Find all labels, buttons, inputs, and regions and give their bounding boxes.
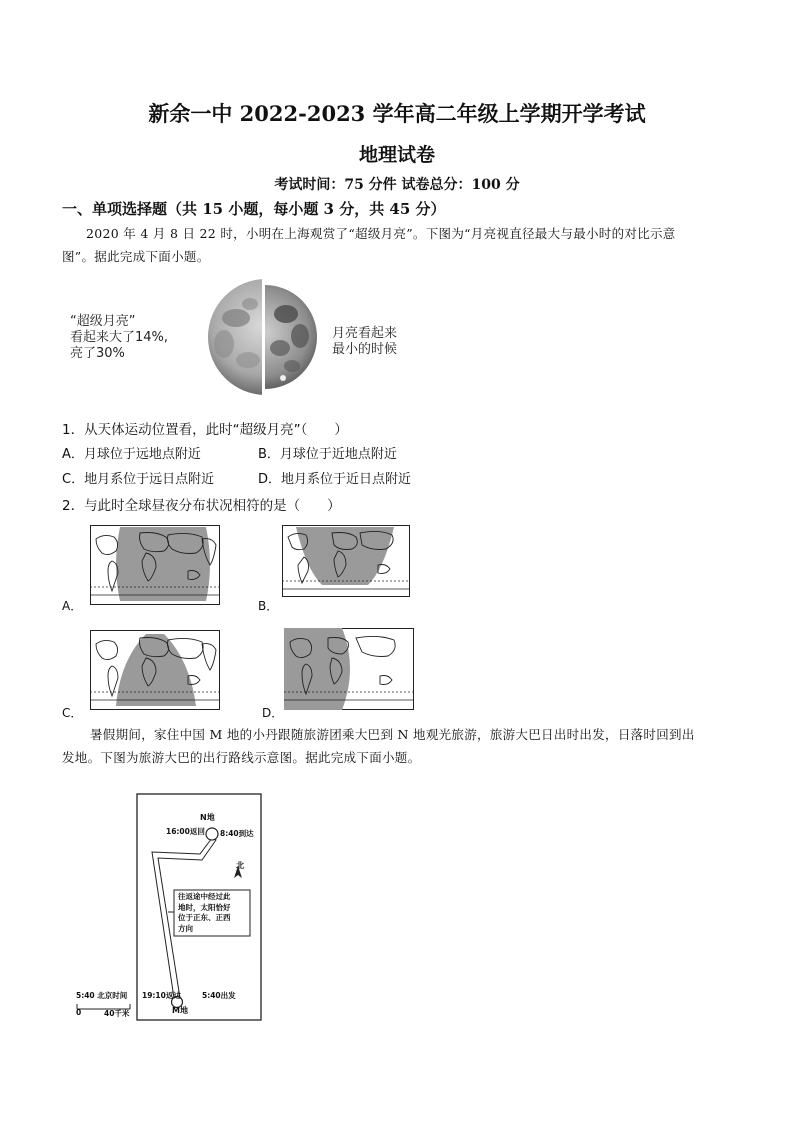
world-map-b[interactable] (282, 525, 410, 597)
north-label: 北 (236, 861, 244, 870)
m-return-time: 19:10返达 (142, 991, 181, 1000)
time-legend: 5:40 北京时间 (76, 991, 128, 1000)
intro-line-2: 图”。据此完成下面小题。 (62, 249, 210, 264)
note-line: 地时，太阳恰好 (178, 902, 231, 912)
n-arrive-time: 8:40到达 (220, 829, 254, 838)
page-title: 新余一中 2022-2023 学年高二年级上学期开学考试 (148, 101, 646, 126)
n-label: N地 (200, 813, 215, 822)
intro2-line-2: 发地。下图为旅游大巴的出行路线示意图。据此完成下面小题。 (62, 750, 421, 765)
intro-line-1: 2020 年 4 月 8 日 22 时，小明在上海观赏了“超级月亮”。下图为“月亮视直径最大与最小时的对比示意 (86, 226, 676, 241)
exam-info: 考试时间：75 分件 试卷总分：100 分 (274, 177, 520, 193)
route-map-figure (70, 792, 270, 1024)
sun-direction-note (178, 892, 231, 934)
section-heading: 一、单项选择题（共 15 小题，每小题 3 分，共 45 分） (62, 200, 446, 218)
q1-option-d[interactable]: D．地月系位于近日点附近 (258, 472, 412, 487)
q1-option-b[interactable]: B．月球位于近地点附近 (258, 447, 397, 462)
note-line: 位于正东、正西 (178, 913, 231, 922)
q2-option-d[interactable]: D． (262, 706, 284, 720)
scale-km: 40千米 (104, 1009, 130, 1018)
intro2-line-1: 暑假期间，家住中国 M 地的小丹跟随旅游团乘大巴到 N 地观光旅游，旅游大巴日出时出发，日落时回到出 (90, 727, 695, 742)
question-1-stem: 1．从天体运动位置看，此时“超级月亮”（ ） (62, 422, 348, 438)
intro-paragraph-2 (62, 723, 742, 769)
caption-line: 最小的时候 (332, 342, 398, 357)
world-map-a[interactable] (90, 525, 220, 605)
caption-line: “超级月亮” (70, 314, 136, 329)
q2-option-b[interactable]: B． (258, 599, 279, 613)
world-map-d[interactable] (284, 628, 414, 710)
m-depart-time: 5:40出发 (202, 991, 236, 1000)
subject-title: 地理试卷 (358, 144, 435, 166)
q1-option-c[interactable]: C．地月系位于远日点附近 (62, 472, 215, 487)
scale-zero: 0 (76, 1008, 82, 1017)
caption-line: 月亮看起来 (332, 326, 398, 341)
moon-comparison-figure (70, 278, 420, 396)
world-map-c[interactable] (90, 630, 220, 710)
caption-line: 看起来大了14%, (70, 330, 169, 345)
intro-paragraph-1 (62, 222, 742, 268)
m-label: M地 (172, 1006, 188, 1015)
q1-option-a[interactable]: A．月球位于远地点附近 (62, 447, 201, 462)
note-line: 往返途中经过此 (178, 892, 231, 901)
q2-option-a[interactable]: A． (62, 599, 83, 613)
super-moon-caption (70, 314, 168, 362)
q2-option-c[interactable]: C． (62, 706, 83, 720)
moon-image (188, 278, 338, 396)
n-return-time: 16:00返回 (166, 827, 205, 836)
note-line: 方向 (178, 923, 193, 933)
small-moon-caption (332, 326, 397, 358)
caption-line: 亮了30% (70, 346, 125, 361)
question-2-stem: 2．与此时全球昼夜分布状况相符的是（ ） (62, 498, 341, 514)
